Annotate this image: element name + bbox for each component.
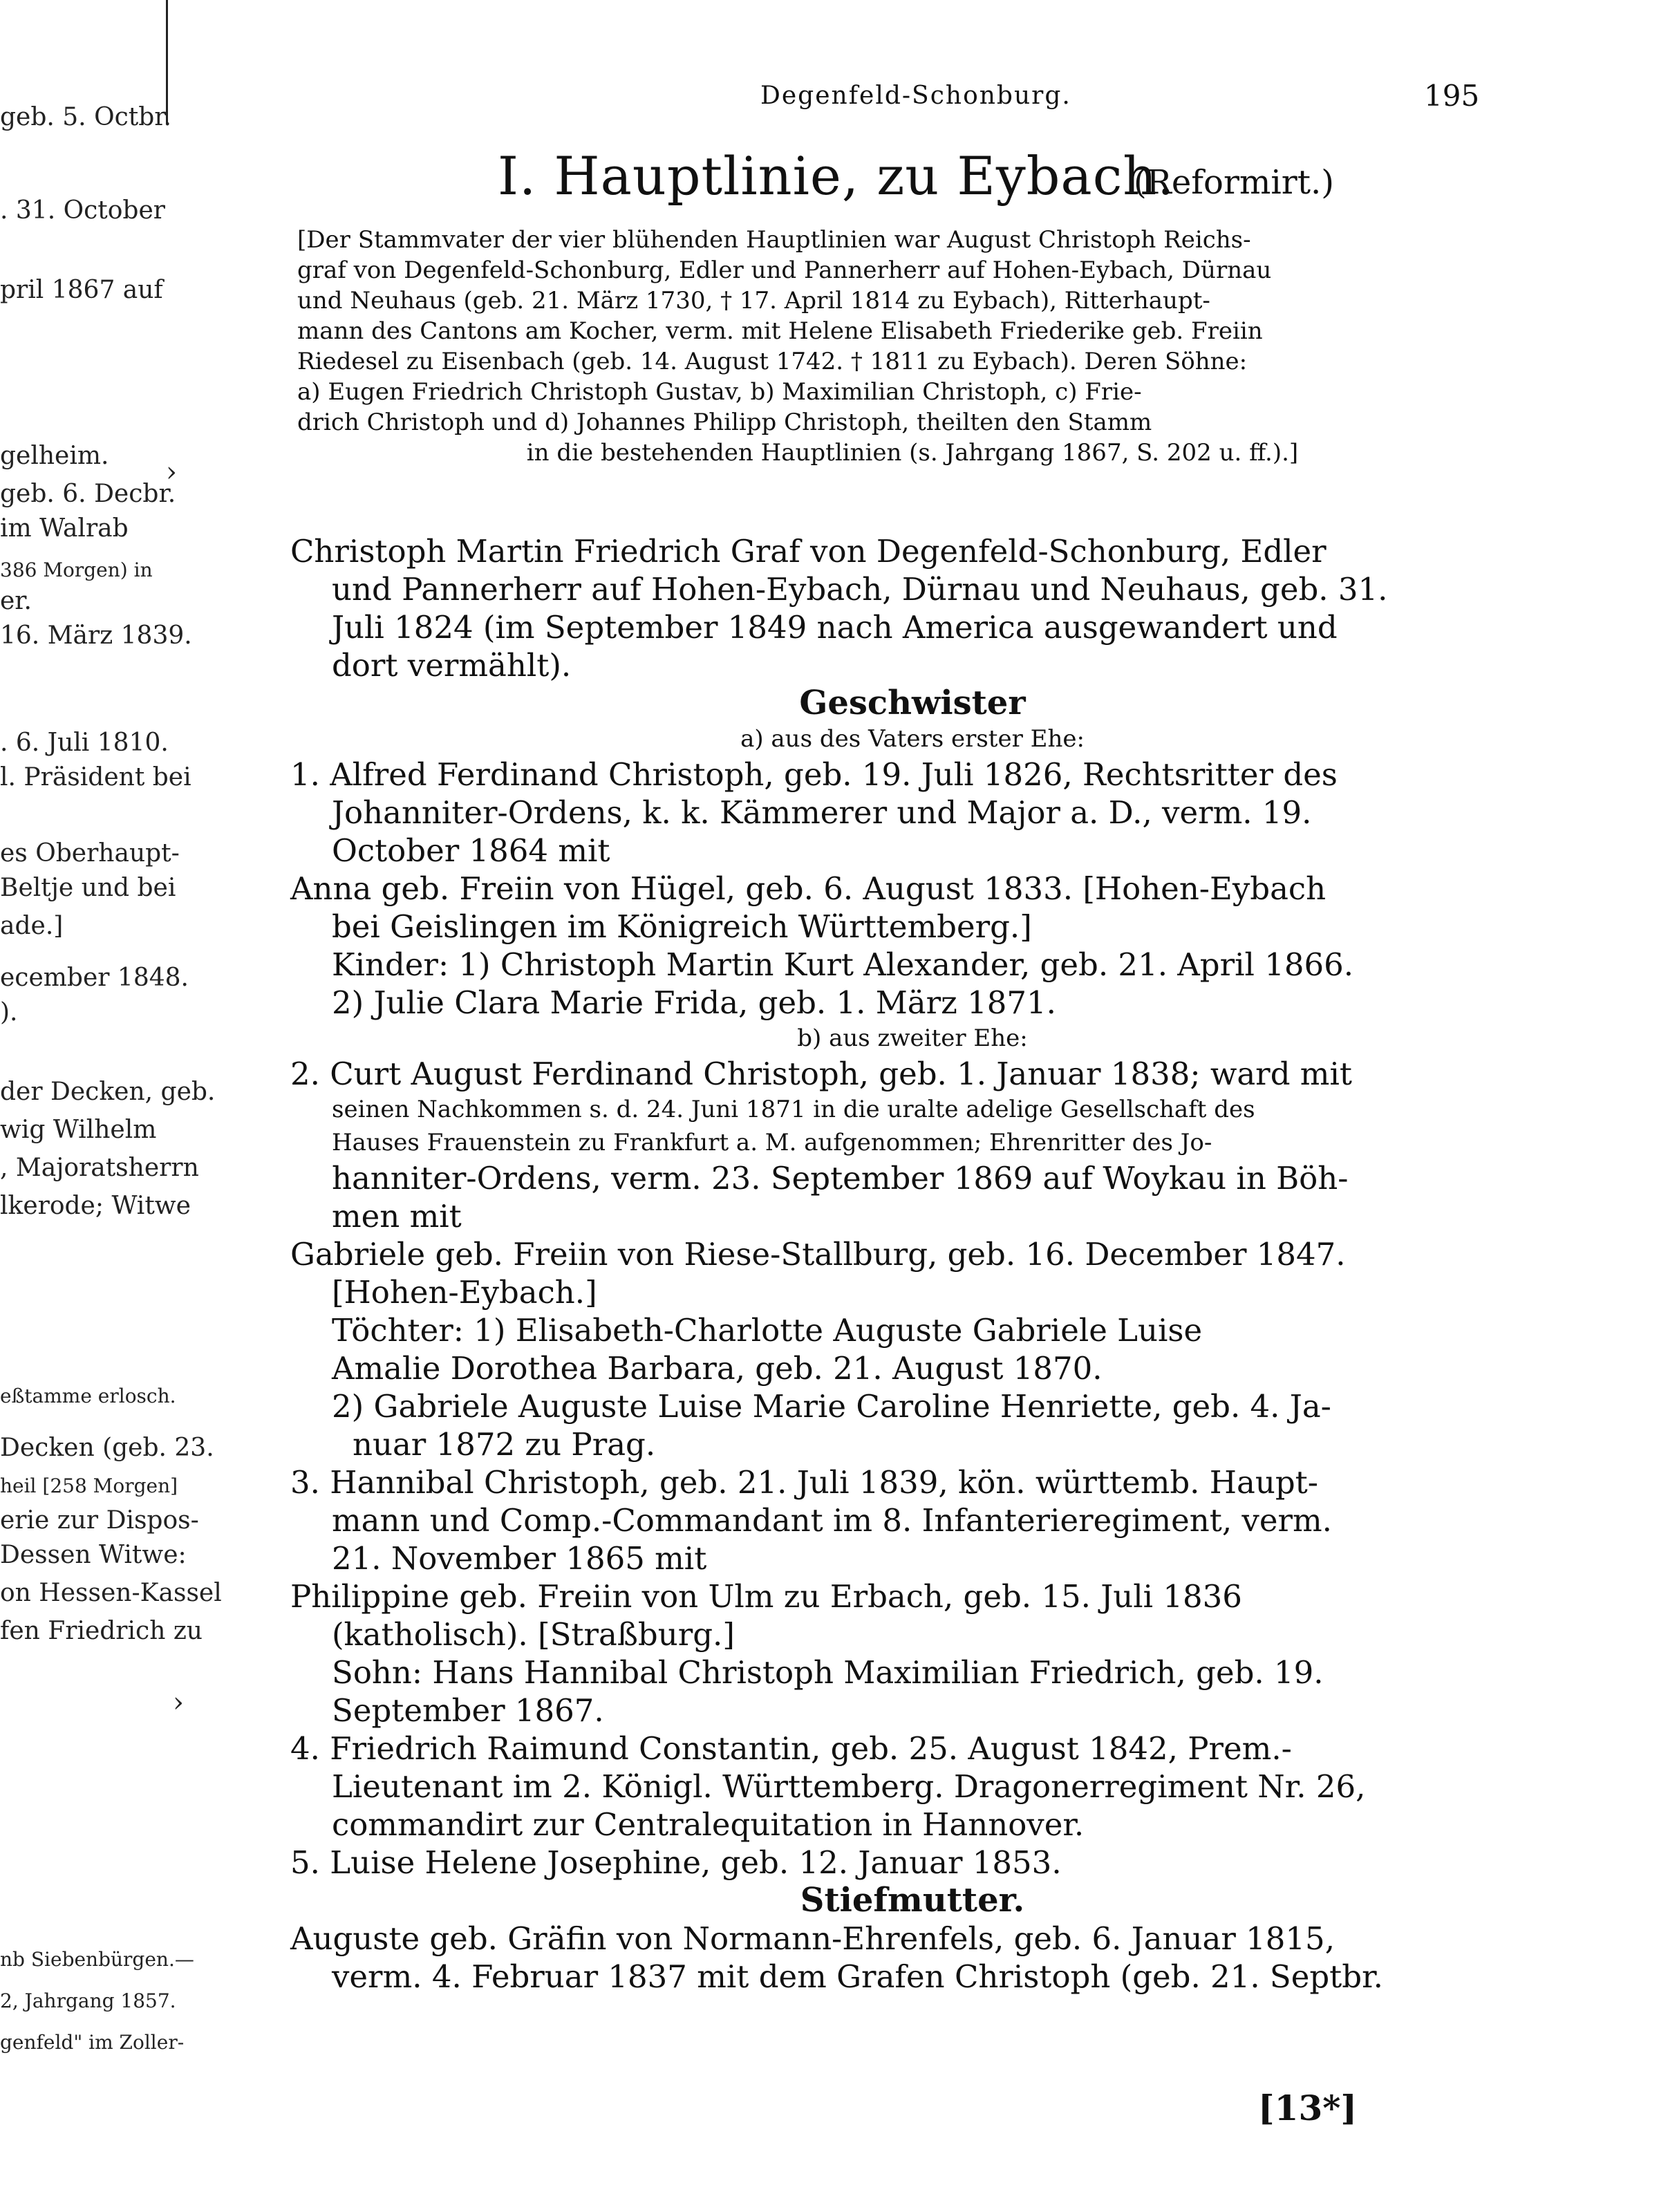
text-line: Juli 1824 (im September 1849 nach America ausgewandert und [332, 609, 1338, 646]
text-line: 1. Alfred Ferdinand Christoph, geb. 19. Juli 1826, Rechtsritter des [290, 756, 1338, 793]
text-line: September 1867. [332, 1692, 604, 1729]
text-line: 2. Curt August Ferdinand Christoph, geb. 1. Januar 1838; ward mit [290, 1056, 1352, 1092]
margin-fragment: ecember 1848. [0, 964, 189, 992]
text-line: 21. November 1865 mit [332, 1540, 707, 1577]
text-line: 2) Julie Clara Marie Frida, geb. 1. März 1871. [332, 984, 1056, 1021]
text-line: Auguste geb. Gräfin von Normann-Ehrenfels, geb. 6. Januar 1815, [290, 1920, 1335, 1957]
margin-fragment: nb Siebenbürgen.— [0, 1948, 194, 1971]
text-line: Hauses Frauenstein zu Frankfurt a. M. aufgenommen; Ehrenritter des Jo- [332, 1129, 1212, 1156]
text-line: Kinder: 1) Christoph Martin Kurt Alexander, geb. 21. April 1866. [332, 946, 1354, 983]
margin-fragment: . 31. October [0, 196, 165, 225]
section-heading: Stiefmutter. [800, 1881, 1025, 1920]
margin-fragment: Decken (geb. 23. [0, 1434, 214, 1462]
text-line: men mit [332, 1198, 462, 1235]
margin-fragment: on Hessen-Kassel [0, 1579, 222, 1607]
text-line: mann und Comp.-Commandant im 8. Infanterieregiment, verm. [332, 1502, 1332, 1539]
text-line: bei Geislingen im Königreich Württemberg.] [332, 908, 1032, 945]
margin-fragment: eßtamme erlosch. [0, 1385, 176, 1407]
text-line: Christoph Martin Friedrich Graf von Degenfeld-Schonburg, Edler [290, 533, 1327, 570]
margin-fragment: wig Wilhelm [0, 1116, 157, 1144]
binding-mark: › [166, 456, 177, 488]
signature-mark: [13*] [1258, 2088, 1358, 2128]
text-line: Gabriele geb. Freiin von Riese-Stallburg, geb. 16. December 1847. [290, 1236, 1346, 1273]
text-line: [Hohen-Eybach.] [332, 1274, 597, 1311]
text-line: Johanniter-Ordens, k. k. Kämmerer und Major a. D., verm. 19. [332, 794, 1312, 831]
intro-line: Riedesel zu Eisenbach (geb. 14. August 1742. † 1811 zu Eybach). Deren Söhne: [297, 348, 1248, 375]
margin-fragment: im Walrab [0, 514, 129, 543]
margin-fragment: lkerode; Witwe [0, 1192, 191, 1220]
margin-fragment: genfeld" im Zoller- [0, 2031, 185, 2054]
margin-fragment: fen Friedrich zu [0, 1617, 203, 1645]
text-line: 3. Hannibal Christoph, geb. 21. Juli 1839, kön. württemb. Haupt- [290, 1464, 1318, 1501]
intro-line: [Der Stammvater der vier blühenden Hauptlinien war August Christoph Reichs- [297, 226, 1251, 254]
margin-fragment: 16. März 1839. [0, 621, 192, 650]
margin-fragment: 386 Morgen) in [0, 559, 153, 581]
text-line: October 1864 mit [332, 832, 610, 869]
section-heading: Geschwister [799, 684, 1026, 722]
margin-fragment: erie zur Dispos- [0, 1506, 199, 1535]
margin-fragment: 2, Jahrgang 1857. [0, 1989, 176, 2012]
text-line: Sohn: Hans Hannibal Christoph Maximilian Friedrich, geb. 19. [332, 1654, 1324, 1691]
text-line: seinen Nachkommen s. d. 24. Juni 1871 in die uralte adelige Gesellschaft des [332, 1096, 1255, 1123]
body-text [290, 532, 1535, 1996]
margin-fragment: ). [0, 998, 18, 1027]
text-line: 4. Friedrich Raimund Constantin, geb. 25. August 1842, Prem.- [290, 1730, 1292, 1767]
margin-fragment: l. Präsident bei [0, 763, 191, 791]
binding-mark: › [173, 1687, 184, 1718]
margin-fragment: pril 1867 auf [0, 276, 163, 304]
margin-fragment: , Majoratsherrn [0, 1154, 199, 1182]
page-number: 195 [1424, 79, 1480, 113]
margin-fragment: Beltje und bei [0, 874, 176, 902]
intro-line: in die bestehenden Hauptlinien (s. Jahrgang 1867, S. 202 u. ff.).] [526, 439, 1299, 467]
margin-fragment: es Oberhaupt- [0, 839, 180, 868]
intro-line: graf von Degenfeld-Schonburg, Edler und Pannerherr auf Hohen-Eybach, Dürnau [297, 256, 1272, 284]
margin-fragment: geb. 5. Octbr. [0, 103, 171, 131]
intro-paragraph [297, 225, 1528, 468]
adjacent-page-margin [0, 0, 222, 2212]
section-title: I. Hauptlinie, zu Eybach. [498, 145, 1175, 207]
intro-line: a) Eugen Friedrich Christoph Gustav, b) Maximilian Christoph, c) Frie- [297, 378, 1142, 406]
margin-fragment: ade.] [0, 912, 64, 940]
margin-fragment: geb. 6. Decbr. [0, 480, 176, 508]
margin-fragment: Dessen Witwe: [0, 1541, 187, 1569]
intro-line: mann des Cantons am Kocher, verm. mit Helene Elisabeth Friederike geb. Freiin [297, 317, 1263, 345]
text-line: 5. Luise Helene Josephine, geb. 12. Januar 1853. [290, 1844, 1062, 1881]
text-line: Philippine geb. Freiin von Ulm zu Erbach, geb. 15. Juli 1836 [290, 1578, 1242, 1615]
running-head: Degenfeld-Schonburg. [760, 82, 1071, 110]
text-line: 2) Gabriele Auguste Luise Marie Caroline Henriette, geb. 4. Ja- [332, 1388, 1331, 1425]
text-line: Amalie Dorothea Barbara, geb. 21. August 1870. [332, 1350, 1103, 1387]
text-line: hanniter-Ordens, verm. 23. September 1869 auf Woykau in Böh- [332, 1160, 1349, 1197]
text-line: dort vermählt). [332, 647, 572, 684]
text-line: commandirt zur Centralequitation in Hannover. [332, 1806, 1085, 1843]
margin-fragment: gelheim. [0, 442, 109, 470]
text-line: und Pannerherr auf Hohen-Eybach, Dürnau und Neuhaus, geb. 31. [332, 571, 1388, 608]
text-line: Lieutenant im 2. Königl. Württemberg. Dragonerregiment Nr. 26, [332, 1768, 1366, 1805]
section-note: (Reformirt.) [1134, 163, 1334, 202]
margin-fragment: heil [258 Morgen] [0, 1474, 178, 1497]
text-line: verm. 4. Februar 1837 mit dem Grafen Christoph (geb. 21. Septbr. [332, 1958, 1383, 1995]
subheading: a) aus des Vaters erster Ehe: [740, 725, 1085, 753]
text-line: Töchter: 1) Elisabeth-Charlotte Auguste Gabriele Luise [332, 1312, 1203, 1349]
text-line: Anna geb. Freiin von Hügel, geb. 6. August 1833. [Hohen-Eybach [290, 870, 1327, 907]
margin-fragment: . 6. Juli 1810. [0, 729, 169, 757]
margin-fragment: er. [0, 587, 32, 615]
text-line: (katholisch). [Straßburg.] [332, 1616, 735, 1653]
margin-fragment: der Decken, geb. [0, 1078, 216, 1106]
intro-line: drich Christoph und d) Johannes Philipp Christoph, theilten den Stamm [297, 409, 1152, 436]
text-line: nuar 1872 zu Prag. [353, 1426, 656, 1463]
subheading: b) aus zweiter Ehe: [797, 1024, 1028, 1052]
intro-line: und Neuhaus (geb. 21. März 1730, † 17. April 1814 zu Eybach), Ritterhaupt- [297, 287, 1210, 315]
